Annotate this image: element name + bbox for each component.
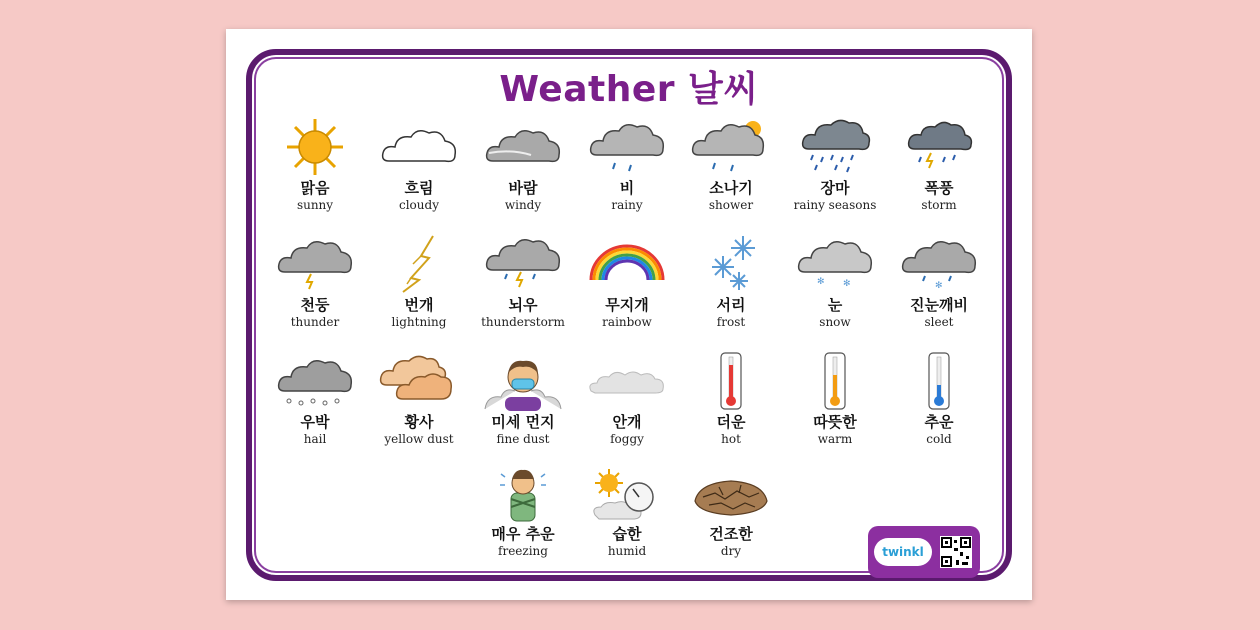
korean-word: 천둥 (300, 296, 330, 314)
korean-word: 폭풍 (924, 179, 954, 197)
windy-cloud-icon (481, 117, 565, 177)
korean-word: 맑음 (300, 179, 330, 197)
korean-word: 더운 (716, 413, 746, 431)
english-word: shower (708, 198, 754, 212)
card-dry (678, 463, 784, 571)
yellow-dust-icon (377, 351, 461, 411)
card-foggy (574, 351, 680, 459)
qr-code-icon (940, 536, 972, 568)
card-thunderstorm (470, 234, 576, 342)
english-word: storm (921, 198, 957, 212)
english-word: windy (504, 198, 542, 212)
svg-text:✻: ✻ (817, 277, 825, 287)
cloud-icon (377, 117, 461, 177)
card-rainbow (574, 234, 680, 342)
english-word: rainy seasons (793, 198, 877, 212)
english-word: snow (819, 315, 851, 329)
humid-icon (585, 463, 669, 523)
english-word: hail (303, 432, 327, 446)
thermometer-hot-icon (689, 351, 773, 411)
card-freezing (470, 463, 576, 571)
snow-cloud-icon (793, 234, 877, 294)
english-word: dry (720, 544, 742, 558)
korean-word: 안개 (612, 413, 642, 431)
korean-word: 따뜻한 (813, 413, 857, 431)
card-cloudy (366, 117, 472, 225)
korean-word: 진눈깨비 (910, 296, 968, 314)
card-fine-dust (470, 351, 576, 459)
card-hot (678, 351, 784, 459)
storm-icon (897, 117, 981, 177)
thermometer-cold-icon (897, 351, 981, 411)
dry-ground-icon (689, 463, 773, 523)
english-word: foggy (610, 432, 644, 446)
korean-word: 무지개 (605, 296, 649, 314)
korean-word: 소나기 (709, 179, 753, 197)
vocabulary-grid (262, 117, 992, 567)
thermometer-warm-icon (793, 351, 877, 411)
sleet-icon (897, 234, 981, 294)
twinkl-logo: twinkl (874, 538, 932, 566)
snowflake-icon (689, 234, 773, 294)
korean-word: 서리 (716, 296, 746, 314)
korean-word: 흐림 (404, 179, 434, 197)
card-sunny (262, 117, 368, 225)
sun-icon (273, 117, 357, 177)
english-word: sunny (296, 198, 334, 212)
korean-word: 황사 (404, 413, 434, 431)
english-word: thunderstorm (481, 315, 565, 329)
english-word: humid (607, 544, 647, 558)
english-word: lightning (391, 315, 447, 329)
mask-person-icon (481, 351, 565, 411)
korean-word: 우박 (300, 413, 330, 431)
svg-text:✻: ✻ (935, 281, 943, 291)
card-yellow-dust (366, 351, 472, 459)
page-title: Weather 날씨 (499, 69, 759, 110)
card-rainy (574, 117, 680, 225)
english-word: fine dust (496, 432, 550, 446)
korean-word: 번개 (404, 296, 434, 314)
rain-cloud-icon (585, 117, 669, 177)
hail-icon (273, 351, 357, 411)
card-hail (262, 351, 368, 459)
freezing-person-icon (481, 463, 565, 523)
thunderstorm-icon (481, 234, 565, 294)
korean-word: 장마 (820, 179, 850, 197)
heavy-rain-icon (793, 117, 877, 177)
twinkl-badge (868, 526, 980, 578)
card-lightning (366, 234, 472, 342)
korean-word: 미세 먼지 (491, 413, 555, 431)
english-word: sleet (924, 315, 954, 329)
korean-word: 뇌우 (508, 296, 538, 314)
lightning-icon (377, 234, 461, 294)
thunder-icon (273, 234, 357, 294)
card-cold (886, 351, 992, 459)
english-word: hot (721, 432, 741, 446)
rainbow-icon (585, 234, 669, 294)
english-word: cold (926, 432, 952, 446)
english-word: freezing (498, 544, 548, 558)
korean-word: 바람 (508, 179, 538, 197)
english-word: rainy (611, 198, 643, 212)
korean-word: 매우 추운 (491, 525, 555, 543)
english-word: warm (817, 432, 853, 446)
card-warm (782, 351, 888, 459)
card-rainy-seasons (782, 117, 888, 225)
card-sleet (886, 234, 992, 342)
word-mat-sheet (226, 29, 1032, 600)
card-windy (470, 117, 576, 225)
english-word: yellow dust (384, 432, 454, 446)
shower-icon (689, 117, 773, 177)
card-storm (886, 117, 992, 225)
card-snow (782, 234, 888, 342)
svg-text:✻: ✻ (843, 279, 851, 289)
card-humid (574, 463, 680, 571)
english-word: thunder (290, 315, 340, 329)
english-word: frost (716, 315, 746, 329)
card-frost (678, 234, 784, 342)
korean-word: 습한 (612, 525, 642, 543)
korean-word: 눈 (827, 296, 843, 314)
english-word: cloudy (399, 198, 439, 212)
english-word: rainbow (602, 315, 652, 329)
fog-icon (585, 351, 669, 411)
korean-word: 비 (619, 179, 635, 197)
korean-word: 추운 (924, 413, 954, 431)
korean-word: 건조한 (709, 525, 753, 543)
card-shower (678, 117, 784, 225)
card-thunder (262, 234, 368, 342)
